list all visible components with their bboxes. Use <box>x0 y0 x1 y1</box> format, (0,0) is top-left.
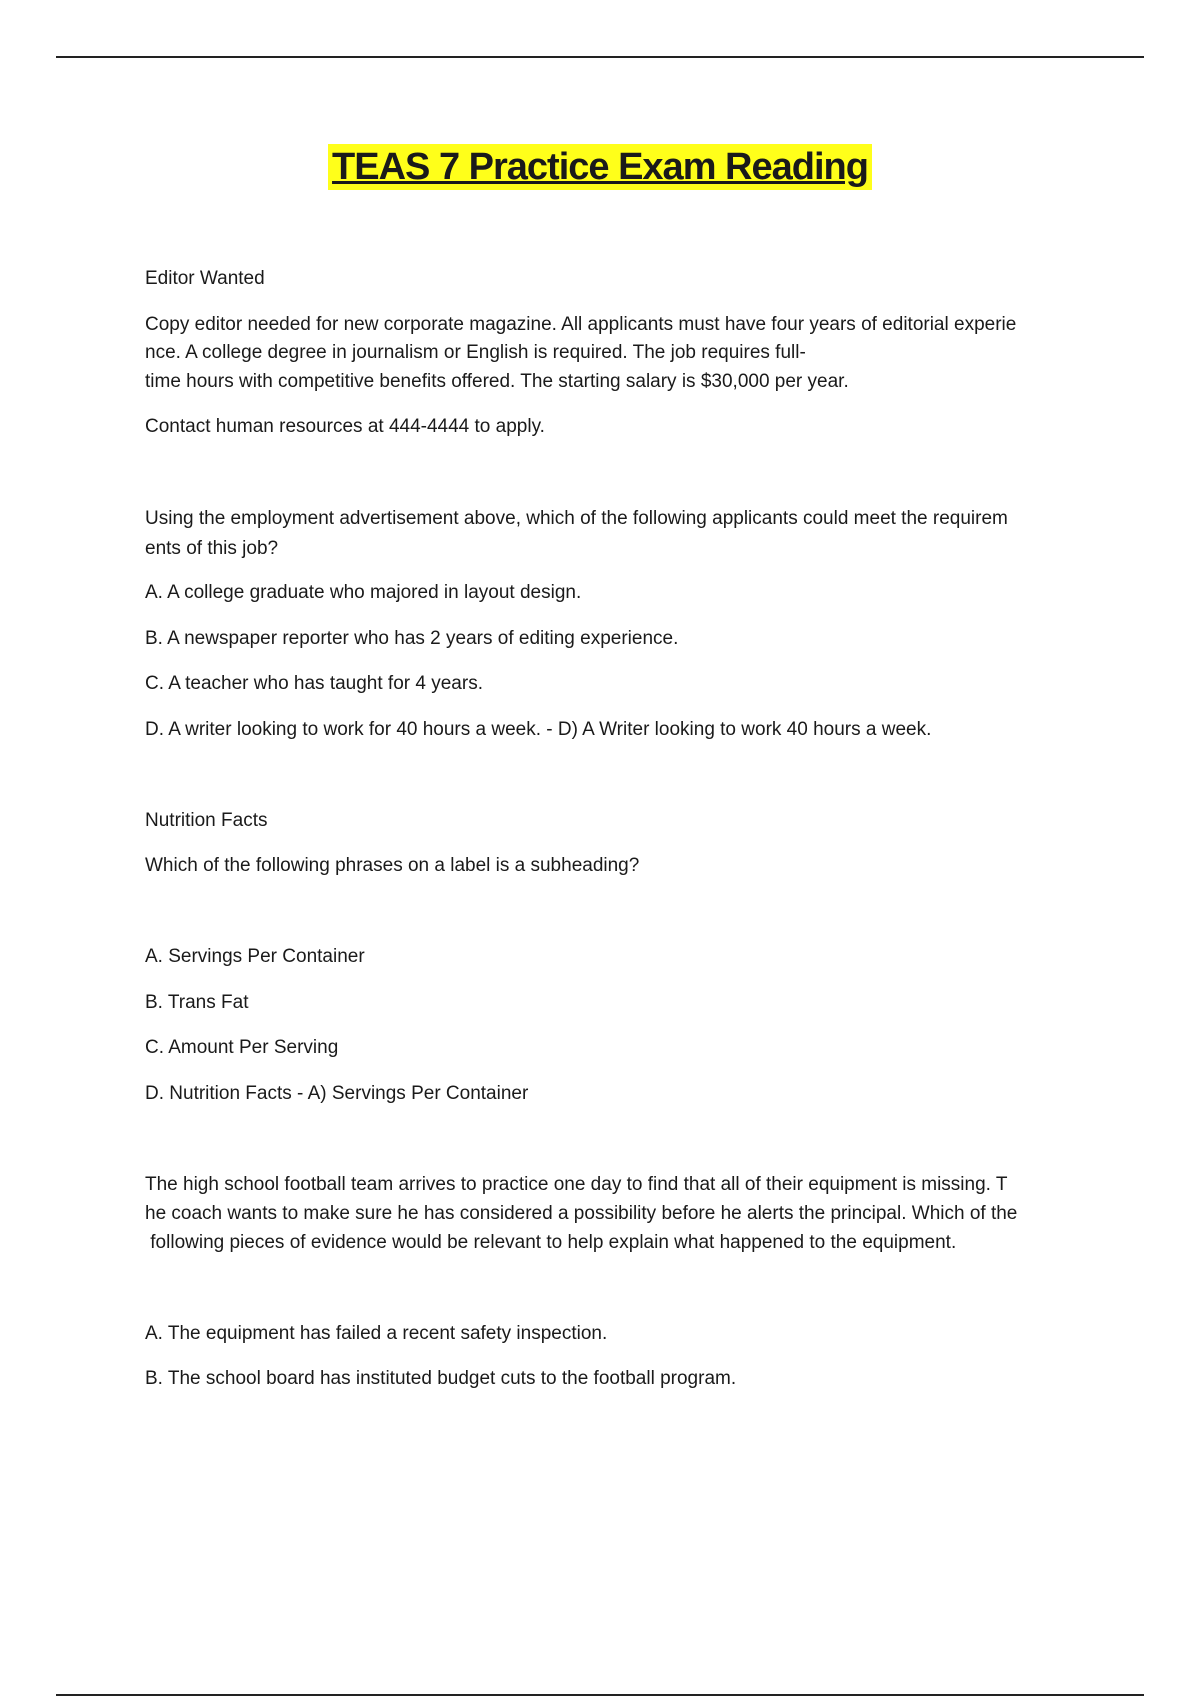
question-3-text: The high school football team arrives to practice one day to find that all of their equipment is missing. T <box>145 1174 1008 1195</box>
question-3-option-a: A. The equipment has failed a recent safety inspection. <box>145 1323 608 1344</box>
question-2-heading: Nutrition Facts <box>145 810 268 831</box>
question-1-option-c: C. A teacher who has taught for 4 years. <box>145 673 483 694</box>
question-3-option-b: B. The school board has instituted budget cuts to the football program. <box>145 1368 737 1389</box>
bottom-rule <box>56 1694 1144 1696</box>
question-3-text: following pieces of evidence would be relevant to help explain what happened to the equipment. <box>145 1232 957 1253</box>
question-1-option-d: D. A writer looking to work for 40 hours a week. - D) A Writer looking to work 40 hours a week. <box>145 719 932 740</box>
question-2-option-d: D. Nutrition Facts - A) Servings Per Container <box>145 1083 529 1104</box>
page-title <box>0 146 1200 189</box>
question-2-option-c: C. Amount Per Serving <box>145 1037 339 1058</box>
question-1-text: ents of this job? <box>145 538 279 559</box>
question-3-text: he coach wants to make sure he has considered a possibility before he alerts the principal. Which of the <box>145 1203 1018 1224</box>
question-2-option-a: A. Servings Per Container <box>145 946 365 967</box>
question-1-option-a: A. A college graduate who majored in layout design. <box>145 582 582 603</box>
ad-body-line: time hours with competitive benefits offered. The starting salary is $30,000 per year. <box>145 371 849 392</box>
question-2-option-b: B. Trans Fat <box>145 992 249 1013</box>
question-1-text: Using the employment advertisement above, which of the following applicants could meet the requirem <box>145 508 1008 529</box>
ad-contact: Contact human resources at 444-4444 to apply. <box>145 416 545 437</box>
ad-body-line: Copy editor needed for new corporate magazine. All applicants must have four years of editorial experie <box>145 314 1017 335</box>
ad-heading: Editor Wanted <box>145 268 265 289</box>
page-title-text: TEAS 7 Practice Exam Reading <box>328 144 872 190</box>
question-2-text: Which of the following phrases on a label is a subheading? <box>145 855 640 876</box>
ad-body-line: nce. A college degree in journalism or English is required. The job requires full- <box>145 342 806 363</box>
top-rule <box>56 56 1144 58</box>
question-1-option-b: B. A newspaper reporter who has 2 years of editing experience. <box>145 628 679 649</box>
